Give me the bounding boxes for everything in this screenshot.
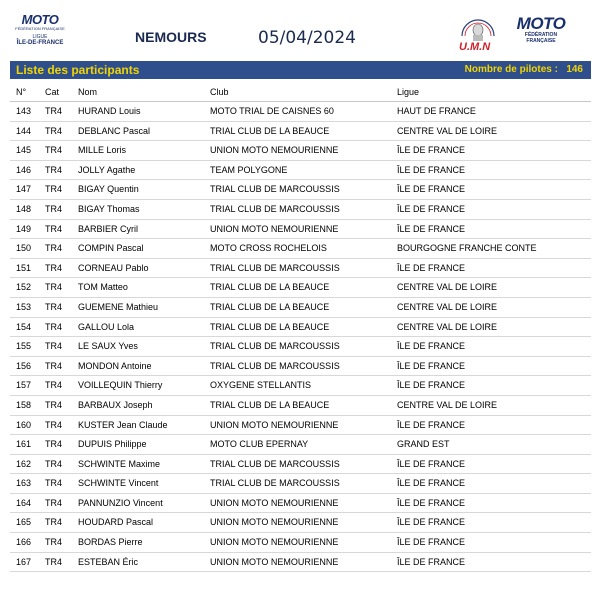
cell-club: TRIAL CLUB DE LA BEAUCE bbox=[210, 282, 330, 293]
cell-nom: COMPIN Pascal bbox=[78, 243, 144, 254]
banner-title: Liste des participants bbox=[16, 63, 140, 77]
cell-ligue: ÎLE DE FRANCE bbox=[397, 223, 466, 234]
cell-club: UNION MOTO NEMOURIENNE bbox=[210, 497, 339, 508]
cell-nom: GALLOU Lola bbox=[78, 321, 135, 332]
table-row bbox=[10, 122, 591, 142]
cell-cat: TR4 bbox=[45, 419, 63, 430]
cell-cat: TR4 bbox=[45, 360, 63, 371]
cell-num: 160 bbox=[16, 419, 32, 430]
cell-nom: MILLE Loris bbox=[78, 145, 127, 156]
cell-ligue: ÎLE DE FRANCE bbox=[397, 537, 466, 548]
cell-cat: TR4 bbox=[45, 399, 63, 410]
cell-cat: TR4 bbox=[45, 282, 63, 293]
cell-ligue: ÎLE DE FRANCE bbox=[397, 184, 466, 195]
left-logo-ligue: LIGUE bbox=[32, 34, 48, 40]
cell-cat: TR4 bbox=[45, 106, 63, 116]
table-row bbox=[10, 513, 591, 533]
cell-ligue: CENTRE VAL DE LOIRE bbox=[397, 321, 498, 332]
cell-num: 166 bbox=[16, 537, 32, 548]
table-row bbox=[10, 474, 591, 494]
participants-banner bbox=[10, 61, 591, 79]
cell-num: 167 bbox=[16, 556, 32, 567]
cell-club: TRIAL CLUB DE LA BEAUCE bbox=[210, 321, 330, 332]
cell-cat: TR4 bbox=[45, 301, 63, 312]
cell-club: TRIAL CLUB DE LA BEAUCE bbox=[210, 125, 330, 136]
table-row bbox=[10, 161, 591, 181]
cell-cat: TR4 bbox=[45, 478, 63, 489]
table-row bbox=[10, 278, 591, 298]
cell-num: 144 bbox=[16, 125, 32, 136]
pilot-count bbox=[465, 64, 583, 75]
cell-ligue: CENTRE VAL DE LOIRE bbox=[397, 125, 498, 136]
table-row bbox=[10, 259, 591, 279]
cell-cat: TR4 bbox=[45, 556, 63, 567]
cell-num: 156 bbox=[16, 360, 32, 371]
right-logo-moto: MOTO bbox=[516, 14, 566, 33]
table-row bbox=[10, 553, 591, 573]
cell-nom: BIGAY Quentin bbox=[78, 184, 139, 195]
cell-cat: TR4 bbox=[45, 497, 63, 508]
cell-cat: TR4 bbox=[45, 517, 63, 528]
cell-club: TRIAL CLUB DE MARCOUSSIS bbox=[210, 341, 340, 352]
table-header-row bbox=[10, 83, 591, 102]
cell-cat: TR4 bbox=[45, 243, 63, 254]
cell-num: 152 bbox=[16, 282, 32, 293]
cell-club: TRIAL CLUB DE LA BEAUCE bbox=[210, 301, 330, 312]
cell-club: TRIAL CLUB DE MARCOUSSIS bbox=[210, 478, 340, 489]
cell-club: MOTO CLUB EPERNAY bbox=[210, 439, 309, 450]
table-row bbox=[10, 180, 591, 200]
column-header-ligue: Ligue bbox=[397, 87, 420, 97]
cell-club: UNION MOTO NEMOURIENNE bbox=[210, 223, 339, 234]
cell-num: 157 bbox=[16, 380, 32, 391]
cell-ligue: ÎLE DE FRANCE bbox=[397, 164, 466, 175]
cell-nom: DUPUIS Philippe bbox=[78, 439, 147, 450]
event-date: 05/04/2024 bbox=[258, 28, 356, 48]
cell-ligue: ÎLE DE FRANCE bbox=[397, 380, 466, 391]
cell-cat: TR4 bbox=[45, 380, 63, 391]
cell-nom: CORNEAU Pablo bbox=[78, 262, 149, 273]
column-header-nom: Nom bbox=[78, 87, 98, 97]
cell-club: TRIAL CLUB DE MARCOUSSIS bbox=[210, 262, 340, 273]
cell-ligue: ÎLE DE FRANCE bbox=[397, 203, 466, 214]
cell-num: 149 bbox=[16, 223, 32, 234]
cell-club: MOTO CROSS ROCHELOIS bbox=[210, 243, 327, 254]
cell-club: TRIAL CLUB DE MARCOUSSIS bbox=[210, 458, 340, 469]
cell-club: TRIAL CLUB DE MARCOUSSIS bbox=[210, 203, 340, 214]
cell-nom: ESTEBAN Éric bbox=[78, 556, 139, 567]
cell-club: MOTO TRIAL DE CAISNES 60 bbox=[210, 106, 334, 116]
cell-nom: BARBIER Cyril bbox=[78, 223, 139, 234]
cell-num: 161 bbox=[16, 439, 32, 450]
cell-club: UNION MOTO NEMOURIENNE bbox=[210, 517, 339, 528]
cell-nom: GUEMENE Mathieu bbox=[78, 301, 159, 312]
cell-num: 147 bbox=[16, 184, 32, 195]
table-row bbox=[10, 435, 591, 455]
cell-cat: TR4 bbox=[45, 341, 63, 352]
cell-nom: BORDAS Pierre bbox=[78, 537, 143, 548]
cell-ligue: GRAND EST bbox=[397, 439, 450, 450]
cell-ligue: CENTRE VAL DE LOIRE bbox=[397, 282, 498, 293]
table-row bbox=[10, 298, 591, 318]
cell-club: TEAM POLYGONE bbox=[210, 164, 288, 175]
cell-ligue: ÎLE DE FRANCE bbox=[397, 458, 466, 469]
table-row bbox=[10, 220, 591, 240]
cell-ligue: ÎLE DE FRANCE bbox=[397, 419, 466, 430]
cell-num: 150 bbox=[16, 243, 32, 254]
cell-num: 162 bbox=[16, 458, 32, 469]
cell-num: 155 bbox=[16, 341, 32, 352]
cell-club: OXYGENE STELLANTIS bbox=[210, 380, 312, 391]
cell-ligue: ÎLE DE FRANCE bbox=[397, 556, 466, 567]
table-row bbox=[10, 533, 591, 553]
pilot-count-value: 146 bbox=[566, 64, 583, 75]
cell-ligue: ÎLE DE FRANCE bbox=[397, 262, 466, 273]
column-header-cat: Cat bbox=[45, 87, 60, 97]
table-row bbox=[10, 337, 591, 357]
cell-ligue: ÎLE DE FRANCE bbox=[397, 145, 466, 156]
umn-club-logo bbox=[456, 14, 500, 58]
column-header-club: Club bbox=[210, 87, 229, 97]
left-logo-ffm: FÉDÉRATION FRANÇAISE bbox=[15, 26, 65, 31]
participants-table bbox=[10, 83, 591, 572]
cell-ligue: ÎLE DE FRANCE bbox=[397, 497, 466, 508]
table-row bbox=[10, 494, 591, 514]
cell-num: 143 bbox=[16, 106, 32, 116]
cell-ligue: ÎLE DE FRANCE bbox=[397, 517, 466, 528]
cell-num: 146 bbox=[16, 164, 32, 175]
cell-cat: TR4 bbox=[45, 439, 63, 450]
cell-nom: HOUDARD Pascal bbox=[78, 517, 154, 528]
cell-nom: PANNUNZIO Vincent bbox=[78, 497, 163, 508]
cell-club: UNION MOTO NEMOURIENNE bbox=[210, 556, 339, 567]
right-logo-ffm: FÉDÉRATION FRANÇAISE bbox=[524, 32, 558, 44]
cell-ligue: ÎLE DE FRANCE bbox=[397, 360, 466, 371]
cell-nom: BIGAY Thomas bbox=[78, 203, 140, 214]
pilot-count-label: Nombre de pilotes : bbox=[464, 64, 558, 75]
table-row bbox=[10, 357, 591, 377]
cell-nom: KUSTER Jean Claude bbox=[78, 419, 168, 430]
table-row bbox=[10, 102, 591, 122]
cell-num: 154 bbox=[16, 321, 32, 332]
cell-cat: TR4 bbox=[45, 164, 63, 175]
cell-ligue: BOURGOGNE FRANCHE CONTE bbox=[397, 243, 537, 254]
table-row bbox=[10, 376, 591, 396]
cell-club: TRIAL CLUB DE MARCOUSSIS bbox=[210, 184, 340, 195]
cell-nom: SCHWINTE Vincent bbox=[78, 478, 159, 489]
cell-nom: HURAND Louis bbox=[78, 106, 141, 116]
cell-cat: TR4 bbox=[45, 145, 63, 156]
table-row bbox=[10, 141, 591, 161]
table-row bbox=[10, 200, 591, 220]
cell-cat: TR4 bbox=[45, 125, 63, 136]
event-city: NEMOURS bbox=[135, 29, 207, 45]
table-row bbox=[10, 416, 591, 436]
left-logo-moto: MOTO bbox=[21, 12, 59, 27]
cell-club: UNION MOTO NEMOURIENNE bbox=[210, 145, 339, 156]
cell-nom: MONDON Antoine bbox=[78, 360, 152, 371]
cell-num: 165 bbox=[16, 517, 32, 528]
cell-ligue: CENTRE VAL DE LOIRE bbox=[397, 301, 498, 312]
cell-num: 158 bbox=[16, 399, 32, 410]
cell-ligue: ÎLE DE FRANCE bbox=[397, 341, 466, 352]
cell-num: 153 bbox=[16, 301, 32, 312]
cell-club: UNION MOTO NEMOURIENNE bbox=[210, 537, 339, 548]
cell-cat: TR4 bbox=[45, 223, 63, 234]
cell-ligue: ÎLE DE FRANCE bbox=[397, 478, 466, 489]
cell-num: 145 bbox=[16, 145, 32, 156]
column-header-num: N° bbox=[16, 87, 27, 97]
table-row bbox=[10, 239, 591, 259]
cell-num: 164 bbox=[16, 497, 32, 508]
cell-cat: TR4 bbox=[45, 458, 63, 469]
cell-nom: SCHWINTE Maxime bbox=[78, 458, 161, 469]
umn-logo-text: U.M.N bbox=[459, 41, 491, 53]
cell-nom: JOLLY Agathe bbox=[78, 164, 136, 175]
cell-cat: TR4 bbox=[45, 184, 63, 195]
cell-club: TRIAL CLUB DE LA BEAUCE bbox=[210, 399, 330, 410]
cell-club: UNION MOTO NEMOURIENNE bbox=[210, 419, 339, 430]
cell-cat: TR4 bbox=[45, 321, 63, 332]
cell-num: 148 bbox=[16, 203, 32, 214]
cell-cat: TR4 bbox=[45, 203, 63, 214]
cell-nom: DEBLANC Pascal bbox=[78, 125, 151, 136]
ligue-idf-logo bbox=[8, 14, 72, 58]
cell-club: TRIAL CLUB DE MARCOUSSIS bbox=[210, 360, 340, 371]
cell-nom: TOM Matteo bbox=[78, 282, 128, 293]
cell-nom: BARBAUX Joseph bbox=[78, 399, 153, 410]
table-row bbox=[10, 318, 591, 338]
cell-cat: TR4 bbox=[45, 537, 63, 548]
cell-ligue: HAUT DE FRANCE bbox=[397, 106, 476, 116]
ffm-logo bbox=[510, 16, 572, 56]
cell-ligue: CENTRE VAL DE LOIRE bbox=[397, 399, 498, 410]
table-row bbox=[10, 396, 591, 416]
cell-num: 151 bbox=[16, 262, 32, 273]
table-row bbox=[10, 455, 591, 475]
left-logo-region: ÎLE-DE-FRANCE bbox=[16, 40, 64, 46]
cell-nom: LE SAUX Yves bbox=[78, 341, 138, 352]
cell-nom: VOILLEQUIN Thierry bbox=[78, 380, 163, 391]
cell-num: 163 bbox=[16, 478, 32, 489]
cell-cat: TR4 bbox=[45, 262, 63, 273]
